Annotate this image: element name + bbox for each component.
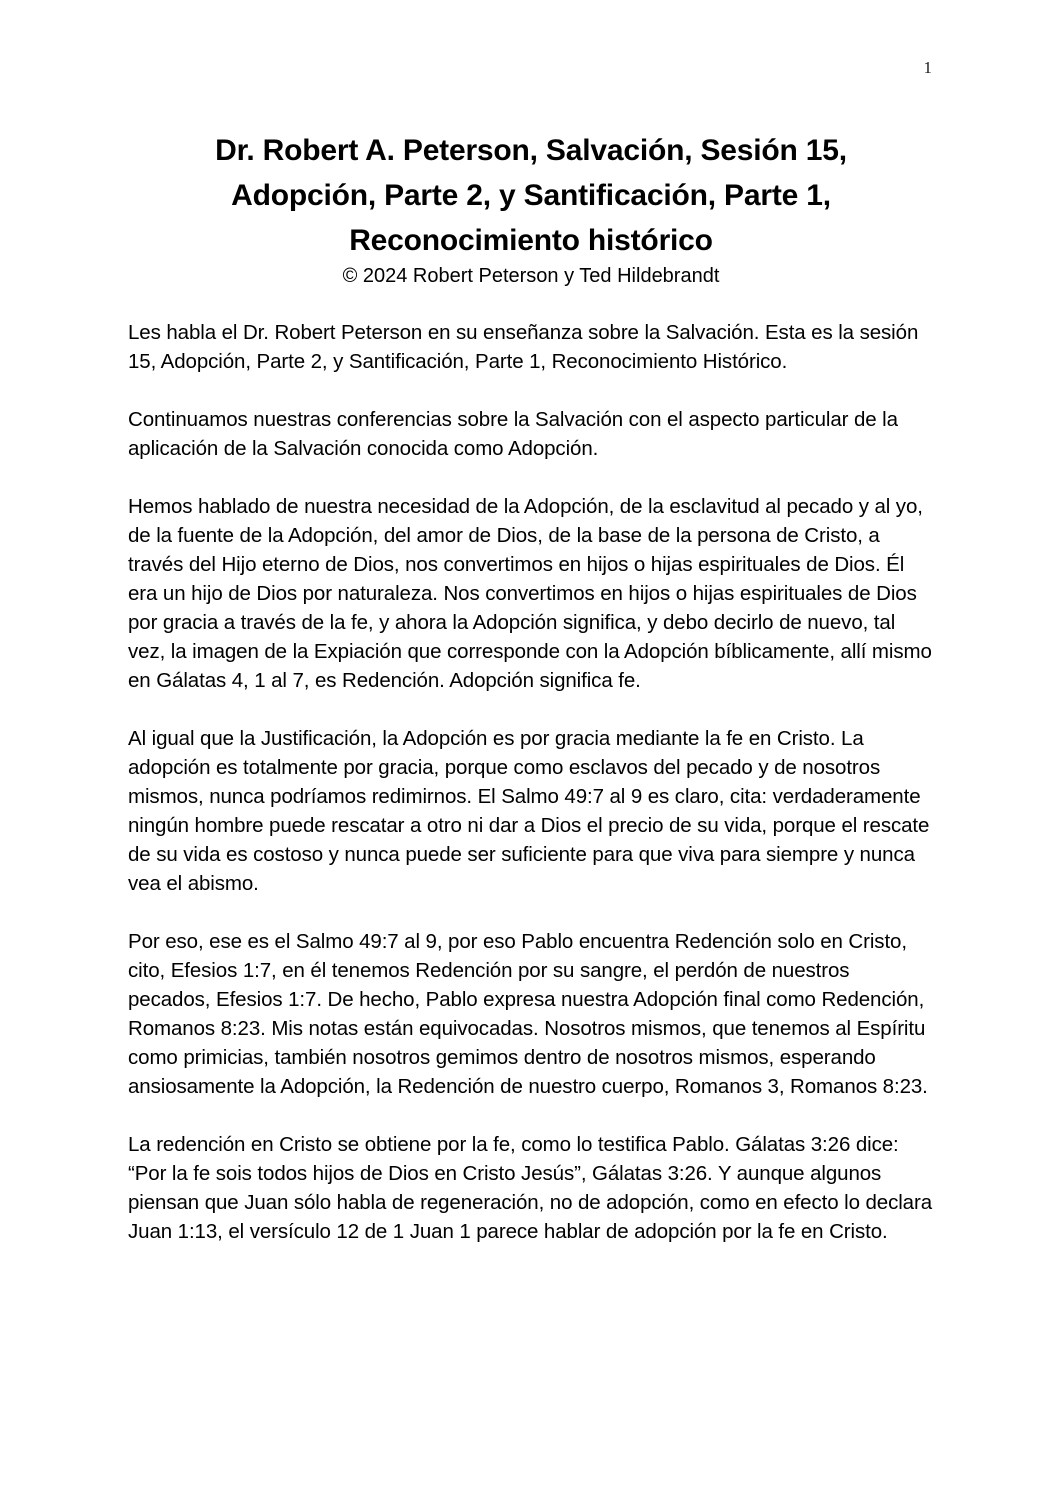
- paragraph-2: Continuamos nuestras conferencias sobre la Salvación con el aspecto particular de la aplicación de la Salvación conocida como Adopción.: [128, 408, 898, 460]
- page-number: 1: [923, 58, 932, 77]
- paragraph-3: Hemos hablado de nuestra necesidad de la Adopción, de la esclavitud al pecado y al yo, de la fuente de la Adopción, del amor de Dios, de la base de la persona de Cristo, a través del Hijo eterno de Dios, nos convertimos en hijos o hijas espirituales de Dios. Él era un hijo de Dios por naturaleza. Nos convertimos en hijos o hijas espirituales de Dios por gracia a través de la fe, y ahora la Adopción significa, y debo decirlo de nuevo, tal vez, la imagen de la Expiación que corresponde con la Adopción bíblicamente, allí mismo en Gálatas 4, 1 al 7, es Redención. Adopción significa fe.: [128, 495, 932, 692]
- paragraph-6: La redención en Cristo se obtiene por la fe, como lo testifica Pablo. Gálatas 3:26 dice: “Por la fe sois todos hijos de Dios en Cristo Jesús”, Gálatas 3:26. Y aunque algunos piensan que Juan sólo habla de regeneración, no de adopción, como en efecto lo declara Juan 1:13, el versículo 12 de 1 Juan 1 parece hablar de adopción por la fe en Cristo.: [128, 1133, 933, 1243]
- title-line-3: Reconocimiento histórico: [349, 224, 713, 257]
- paragraph-1: Les habla el Dr. Robert Peterson en su enseñanza sobre la Salvación. Esta es la sesión 15, Adopción, Parte 2, y Santificación, Parte 1, Reconocimiento Histórico.: [128, 321, 919, 373]
- paragraph-5: Por eso, ese es el Salmo 49:7 al 9, por eso Pablo encuentra Redención solo en Cristo, cito, Efesios 1:7, en él tenemos Redención por su sangre, el perdón de nuestros pecados, Efesios 1:7. De hecho, Pablo expresa nuestra Adopción final como Redención, Romanos 8:23. Mis notas están equivocadas. Nosotros mismos, que tenemos al Espíritu como primicias, también nosotros gemimos dentro de nosotros mismos, esperando ansiosamente la Adopción, la Redención de nuestro cuerpo, Romanos 3, Romanos 8:23.: [128, 930, 928, 1098]
- document-content: [128, 0, 934, 1246]
- document-body: [128, 318, 934, 1246]
- paragraph-4: Al igual que la Justificación, la Adopción es por gracia mediante la fe en Cristo. La adopción es totalmente por gracia, porque como esclavos del pecado y de nosotros mismos, nunca podríamos redimirnos. El Salmo 49:7 al 9 es claro, cita: verdaderamente ningún hombre puede rescatar a otro ni dar a Dios el precio de su vida, porque el rescate de su vida es costoso y nunca puede ser suficiente para que viva para siempre y nunca vea el abismo.: [128, 727, 930, 895]
- copyright-line: © 2024 Robert Peterson y Ted Hildebrandt: [342, 265, 720, 287]
- title-line-1: Dr. Robert A. Peterson, Salvación, Sesión 15,: [215, 134, 847, 167]
- document-title: [128, 128, 934, 263]
- title-line-2: Adopción, Parte 2, y Santificación, Parte 1,: [231, 179, 831, 212]
